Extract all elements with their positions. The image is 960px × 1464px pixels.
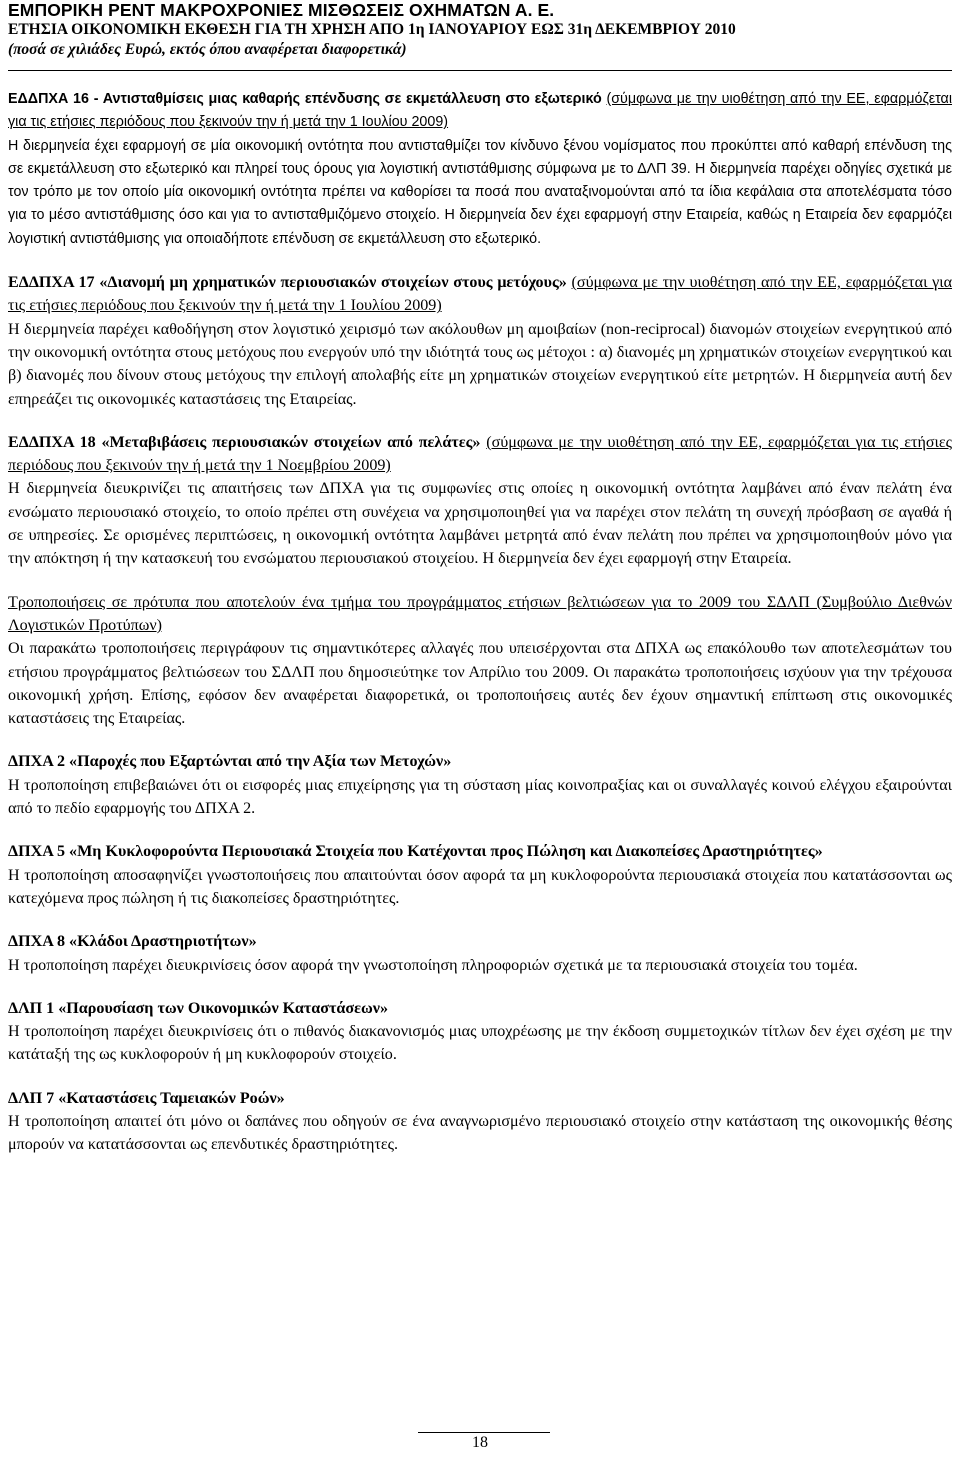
- section-annual-improvements: [8, 591, 952, 731]
- currency-note: (ποσά σε χιλιάδες Ευρώ, εκτός όπου αναφέρεται διαφορετικά): [8, 41, 407, 58]
- section-title: ΕΔΔΠΧΑ 17 «Διανομή μη χρηματικών περιουσιακών στοιχείων στους μετόχους»: [8, 274, 567, 292]
- section-ifrs5: [8, 840, 952, 910]
- section-body: Η τροποποίηση επιβεβαιώνει ότι οι εισφορές μιας επιχείρησης για τη σύσταση μίας κοινοπραξίας και οι συναλλαγές κοινού ελέγχου εξαιρούνται από το πεδίο εφαρμογής του ΔΠΧΑ 2.: [8, 776, 952, 818]
- section-ias1: [8, 997, 952, 1067]
- section-ifric18: [8, 431, 952, 571]
- section-ifric17: [8, 271, 952, 411]
- section-title: ΔΛΠ 1 «Παρουσίαση των Οικονομικών Καταστάσεων»: [8, 999, 389, 1017]
- effective-date-note: (σύμφωνα με την υιοθέτηση από την ΕΕ, εφαρμόζεται για τις ετήσιες περιόδους που ξεκινούν την ή μετά την 1 Νοεμβρίου 2009): [8, 433, 952, 475]
- section-body: Η τροποποίηση απαιτεί ότι μόνο οι δαπάνες που οδηγούν σε ένα αναγνωρισμένο περιουσιακό στοιχείο στην κατάσταση της οικονομικής θέσης μπορούν να κατατάσσονται ως επενδυτικές δραστηριότητες.: [8, 1112, 952, 1154]
- header-rule: [8, 70, 952, 71]
- section-title: ΔΛΠ 7 «Καταστάσεις Ταμειακών Ροών»: [8, 1089, 285, 1107]
- footer-rule: [418, 1432, 550, 1433]
- page-number: 18: [472, 1434, 488, 1451]
- document-page: [8, 0, 952, 1464]
- section-title: ΔΠΧΑ 2 «Παροχές που Εξαρτώνται από την Αξία των Μετοχών»: [8, 753, 452, 771]
- section-title: Τροποποιήσεις σε πρότυπα που αποτελούν ένα τμήμα του προγράμματος ετήσιων βελτιώσεων για το 2009 του ΣΔΛΠ (Συμβούλιο Διεθνών Λογιστικών Προτύπων): [8, 593, 952, 634]
- section-body: Η τροποποίηση παρέχει διευκρινίσεις ότι ο πιθανός διακανονισμός μιας υποχρέωσης με την έκδοση συμμετοχικών τίτλων δεν έχει σχέση με την κατάταξή της ως κυκλοφορούν ή μη κυκλοφορούν στοιχείο.: [8, 1023, 952, 1064]
- section-body: Η τροποποίηση παρέχει διευκρινίσεις όσον αφορά την γνωστοποίηση πληροφοριών σχετικά με τα περιουσιακά στοιχεία του τομέα.: [8, 956, 858, 974]
- company-header: ΕΜΠΟΡΙΚΗ ΡΕΝΤ ΜΑΚΡΟΧΡΟΝΙΕΣ ΜΙΣΘΩΣΕΙΣ ΟΧΗΜΑΤΩΝ Α. Ε.: [8, 0, 555, 20]
- section-title: ΔΠΧΑ 8 «Κλάδοι Δραστηριοτήτων»: [8, 933, 257, 951]
- effective-date-note: (σύμφωνα με την υιοθέτηση από την ΕΕ, εφαρμόζεται για τις ετήσιες περιόδους που ξεκινούν την ή μετά την 1 Ιουλίου 2009): [8, 91, 953, 131]
- section-ifric16: [8, 88, 952, 251]
- section-ifrs8: [8, 930, 952, 977]
- section-body: Η τροποποίηση αποσαφηνίζει γνωστοποιήσεις που απαιτούνται όσον αφορά τα μη κυκλοφορούντα περιουσιακά στοιχεία που κατατάσσονται ως κατεχόμενα προς πώληση ή τις διακοπείσες δραστηριότητες.: [8, 866, 952, 907]
- section-title: ΔΠΧΑ 5 «Μη Κυκλοφορούντα Περιουσιακά Στοιχεία που Κατέχονται προς Πώληση και Διακοπείσες Δραστηριότητες»: [8, 843, 823, 861]
- section-ias7: [8, 1087, 952, 1157]
- effective-date-note: (σύμφωνα με την υιοθέτηση από την ΕΕ, εφαρμόζεται για τις ετήσιες περιόδους που ξεκινούν την ή μετά την 1 Ιουλίου 2009): [8, 274, 953, 315]
- section-ifrs2: [8, 750, 952, 820]
- section-body: Η διερμηνεία έχει εφαρμογή σε μία οικονομική οντότητα που αντισταθμίζει τον κίνδυνο ξένου νομίσματος που προκύπτει από καθαρή επένδυση της σε εκμετάλλευση στο εξωτερικό και πληρεί τους όρους για λογιστική αντιστάθμισης σύμφωνα με το ΔΛΠ 39. Η διερμηνεία παρέχει οδηγίες σχετικά με τον τρόπο με τον οποίο μία οικονομική οντότητα πρέπει να καθορίσει τα ποσά που αναταξινομούνται από τα ίδια κεφάλαια στα αποτελέσματα τόσο για το μέσο αντιστάθμισης όσο και για το αντισταθμιζόμενο στοιχείο. Η διερμηνεία δεν έχει εφαρμογή στην Εταιρεία, καθώς η Εταιρεία δεν εφαρμόζει λογιστική αντιστάθμισης για οποιαδήποτε επένδυση σε εκμετάλλευση στο εξωτερικό.: [8, 137, 952, 247]
- section-body: Η διερμηνεία παρέχει καθοδήγηση στον λογιστικό χειρισμό των ακόλουθων μη αμοιβαίων (non-reciprocal) διανομών στοιχείων ενεργητικού από την οικονομική οντότητα στους μετόχους που ενεργούν υπό την ιδιότητά τους ως μέτοχοι : α) διανομές μη χρηματικών στοιχείων ενεργητικού και β) διανομές που δίνουν στους μετόχους την επιλογή απολαβής είτε μη χρηματικών στοιχείων ενεργητικού είτε μετρητών. Η διερμηνεία αυτή δεν επηρεάζει τις οικονομικές καταστάσεις της Εταιρείας.: [8, 320, 952, 408]
- section-body: Οι παρακάτω τροποποιήσεις περιγράφουν τις σημαντικότερες αλλαγές που υπεισέρχονται στα ΔΠΧΑ ως επακόλουθο των αποτελεσμάτων του ετήσιου προγράμματος βελτιώσεων του ΣΔΛΠ που δημοσιεύτηκε τον Απρίλιο του 2009. Οι παρακάτω τροποποιήσεις ισχύουν για την τρέχουσα οικονομική χρήση. Επίσης, εφόσον δεν αναφέρεται διαφορετικά, οι τροποποιήσεις αυτές δεν έχουν σημαντική επίπτωση στις οικονομικές καταστάσεις της Εταιρείας.: [8, 640, 952, 728]
- section-title: ΕΔΔΠΧΑ 18 «Μεταβιβάσεις περιουσιακών στοιχείων από πελάτες»: [8, 433, 481, 451]
- section-title: ΕΔΔΠΧΑ 16 - Αντισταθμίσεις μιας καθαρής επένδυσης σε εκμετάλλευση στο εξωτερικό: [8, 91, 602, 107]
- report-title: ΕΤΗΣΙΑ ΟΙΚΟΝΟΜΙΚΗ ΕΚΘΕΣΗ ΓΙΑ ΤΗ ΧΡΗΣΗ ΑΠΟ 1η ΙΑΝΟΥΑΡΙΟΥ ΕΩΣ 31η ΔΕΚΕΜΒΡΙΟΥ 2010: [8, 21, 736, 38]
- document-body: [8, 88, 952, 1177]
- section-body: Η διερμηνεία διευκρινίζει τις απαιτήσεις των ΔΠΧΑ για τις συμφωνίες στις οποίες η οικονομική οντότητα λαμβάνει από έναν πελάτη ένα ενσώματο περιουσιακό στοιχείο, το οποίο πρέπει στη συνέχεια να χρησιμοποιηθεί για να παρέχει στον πελάτη τη συνεχή πρόσβαση σε αγαθά ή σε υπηρεσίες. Σε ορισμένες περιπτώσεις, η οικονομική οντότητα λαμβάνει μετρητά από έναν πελάτη που πρέπει να χρησιμοποιηθούν μόνο για την απόκτηση ή την κατασκευή του ενσώματου περιουσιακού στοιχείου. Η διερμηνεία δεν έχει εφαρμογή στην Εταιρεία.: [8, 480, 952, 568]
